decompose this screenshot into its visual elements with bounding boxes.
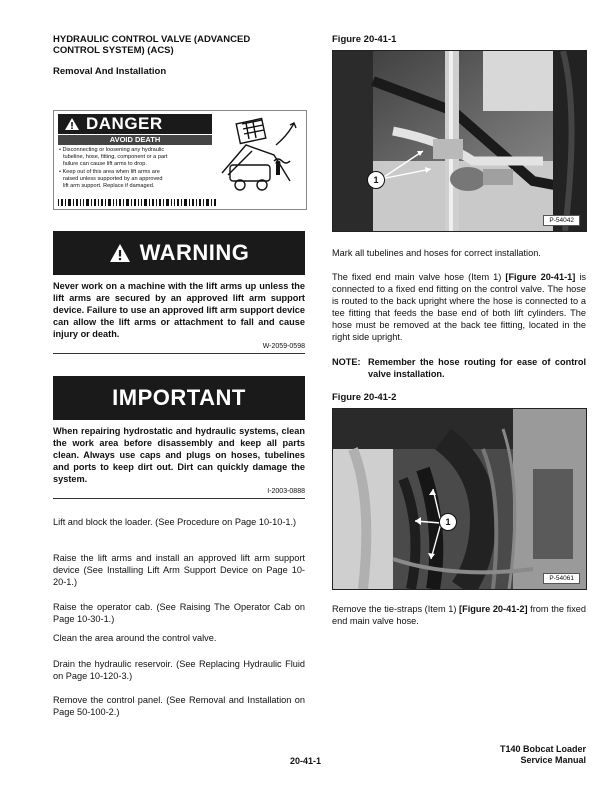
hose-routing-text-a: The fixed end main valve hose (Item 1) bbox=[332, 272, 506, 282]
important-divider bbox=[53, 498, 305, 499]
figure2-callout: 1 bbox=[439, 513, 457, 531]
warning-divider bbox=[53, 353, 305, 354]
danger-bullet2-l2: raised unless supported by an approved bbox=[63, 175, 163, 182]
danger-heading: AVOID DEATH bbox=[58, 135, 212, 145]
warning-banner bbox=[53, 231, 305, 275]
hose-routing-paragraph bbox=[332, 271, 586, 343]
step-clean-area: Clean the area around the control valve. bbox=[53, 633, 217, 643]
tie-straps-text-b: from the fixed end main valve hose. bbox=[332, 604, 587, 626]
step-lift-block: Lift and block the loader. (See Procedure on Page 10-10-1.) bbox=[53, 517, 297, 527]
danger-bullet2-l3: lift arm support. Replace if damaged. bbox=[63, 183, 155, 190]
danger-banner-text: DANGER bbox=[86, 114, 163, 133]
footer-manual-info bbox=[440, 744, 586, 766]
figure1-reference: [Figure 20-41-1] bbox=[505, 272, 576, 282]
important-text: When repairing hydrostatic and hydraulic systems, clean the work area before disassembly and keep all parts clean. Always use caps and plugs on hoses, tubelines and ports to keep dirt out. Dirt can quickly damage the system. bbox=[53, 426, 305, 484]
hose-routing-text-b: is connected to a fixed end fitting on the control valve. The hose is routed to the back upright where the hose is connected to a tee fitting that feeds the base end of both lift cylinders. The hose must be removed at the back tee fitting, located in the right side upright. bbox=[332, 272, 587, 342]
mark-tubelines-text: Mark all tubelines and hoses for correct installation. bbox=[332, 248, 541, 258]
note-label: NOTE: bbox=[332, 357, 361, 367]
warning-text: Never work on a machine with the lift arms up unless the lift arms are secured by an approved lift arm support device. Failure to use an approved lift arm support device can allow the lift arms or attachment to fall and cause injury or death. bbox=[53, 281, 305, 339]
figure1-photo-image bbox=[333, 51, 586, 231]
important-title: IMPORTANT bbox=[112, 385, 246, 410]
footer-manual: Service Manual bbox=[520, 755, 586, 765]
remove-tie-straps-paragraph bbox=[332, 603, 586, 627]
figure1-caption: Figure 20-41-1 bbox=[332, 34, 397, 45]
warning-title: WARNING bbox=[139, 240, 250, 265]
figure2-photo-image bbox=[333, 409, 586, 589]
danger-text bbox=[59, 147, 214, 190]
section-title-line2: CONTROL SYSTEM) (ACS) bbox=[53, 45, 174, 56]
danger-bullet1-l1: • Disconnecting or loosening any hydraulic bbox=[59, 147, 165, 153]
danger-bullet1-l2: tubeline, hose, fitting, component or a part bbox=[63, 154, 168, 161]
figure1-callout: 1 bbox=[367, 171, 385, 189]
important-banner bbox=[53, 376, 305, 420]
step-raise-lift-arms: Raise the lift arms and install an approved lift arm support device (See Installing Lift Arm Support Device on Page 10-20-1.) bbox=[53, 553, 305, 587]
figure2-photo bbox=[332, 408, 587, 590]
footer-model: T140 Bobcat Loader bbox=[499, 744, 586, 754]
danger-banner bbox=[58, 114, 212, 134]
danger-bullet2-l1: • Keep out of this area when lift arms are bbox=[59, 168, 160, 175]
figure2-caption: Figure 20-41-2 bbox=[332, 392, 397, 403]
step-remove-control-panel: Remove the control panel. (See Removal and Installation on Page 50-100-2.) bbox=[53, 695, 305, 717]
step-drain-reservoir: Drain the hydraulic reservoir. (See Replacing Hydraulic Fluid on Page 10-120-3.) bbox=[53, 659, 305, 681]
page-number: 20-41-1 bbox=[290, 756, 322, 766]
tie-straps-text-a: Remove the tie-straps (Item 1) bbox=[332, 604, 460, 614]
figure2-photo-id: P-54061 bbox=[543, 573, 580, 584]
danger-decal bbox=[53, 110, 307, 210]
section-subtitle: Removal And Installation bbox=[53, 66, 167, 77]
step-raise-cab: Raise the operator cab. (See Raising The Operator Cab on Page 10-30-1.) bbox=[53, 602, 305, 624]
figure1-photo-id: P-54042 bbox=[543, 215, 580, 226]
decal-barcode bbox=[58, 199, 218, 206]
warning-alert-icon bbox=[109, 243, 131, 263]
lift-arm-pictogram bbox=[216, 115, 302, 193]
important-code: I-2003-0888 bbox=[267, 488, 305, 495]
figure1-photo bbox=[332, 50, 587, 232]
danger-bullet1-l3: failure can cause lift arms to drop. bbox=[63, 161, 147, 168]
figure2-reference: [Figure 20-41-2] bbox=[459, 604, 528, 614]
section-title bbox=[53, 34, 313, 56]
section-title-line1: HYDRAULIC CONTROL VALVE (ADVANCED bbox=[53, 34, 251, 45]
warning-code: W-2059-0598 bbox=[262, 343, 305, 350]
danger-alert-icon bbox=[64, 117, 80, 131]
note-text: Remember the hose routing for ease of control valve installation. bbox=[368, 357, 586, 379]
